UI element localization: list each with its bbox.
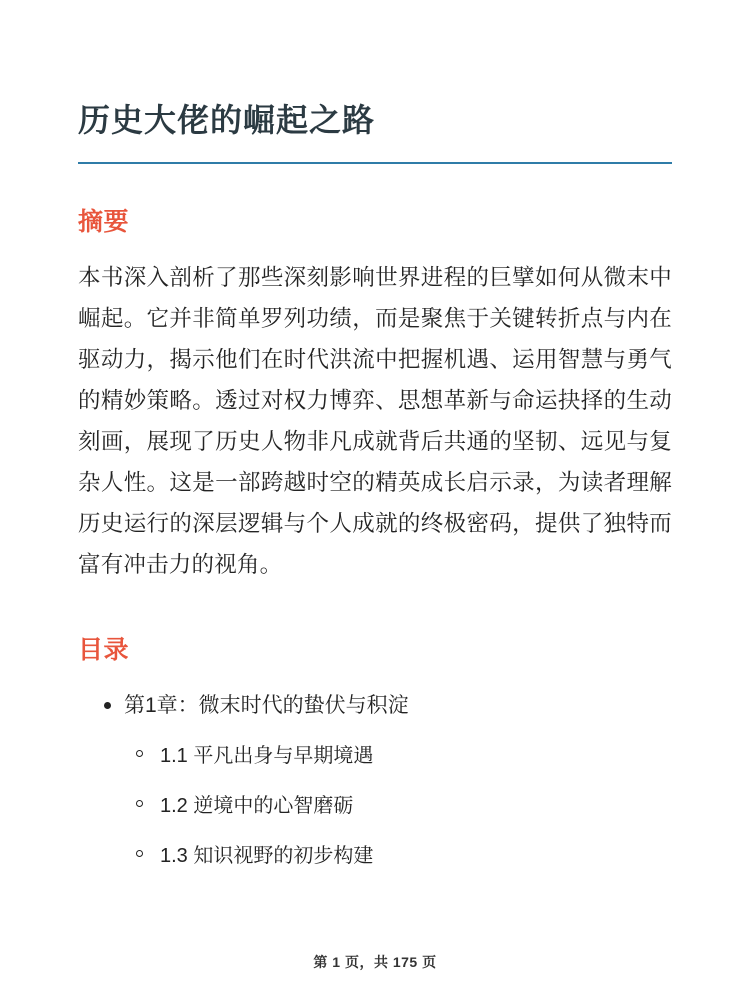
toc-list: [78, 690, 672, 872]
toc-section-label: 1.3 知识视野的初步构建: [160, 845, 374, 867]
abstract-body: 本书深入剖析了那些深刻影响世界进程的巨擘如何从微末中崛起。它并非简单罗列功绩，而是聚焦于关键转折点与内在驱动力，揭示他们在时代洪流中把握机遇、运用智慧与勇气的精妙策略。透过对权力博弈、思想革新与命运抉择的生动刻画，展现了历史人物非凡成就背后共通的坚韧、远见与复杂人性。这是一部跨越时空的精英成长启示录，为读者理解历史运行的深层逻辑与个人成就的终极密码，提供了独特而富有冲击力的视角。: [78, 265, 672, 577]
page-title: 历史大佬的崛起之路: [78, 102, 376, 138]
page-footer: 第 1 页，共 175 页: [313, 954, 437, 970]
list-item[interactable]: [124, 741, 672, 771]
toc-sublist: [124, 741, 672, 871]
toc-chapter-label: 第1章：微末时代的蛰伏与积淀: [124, 693, 409, 717]
title-divider: [78, 162, 672, 164]
toc-section-label: 1.1 平凡出身与早期境遇: [160, 745, 374, 767]
toc-heading: 目录: [78, 635, 130, 664]
toc-section-label: 1.2 逆境中的心智磨砺: [160, 795, 354, 817]
list-item[interactable]: [124, 791, 672, 821]
list-item[interactable]: [78, 690, 672, 872]
abstract-heading: 摘要: [78, 208, 130, 236]
list-item[interactable]: [124, 841, 672, 871]
